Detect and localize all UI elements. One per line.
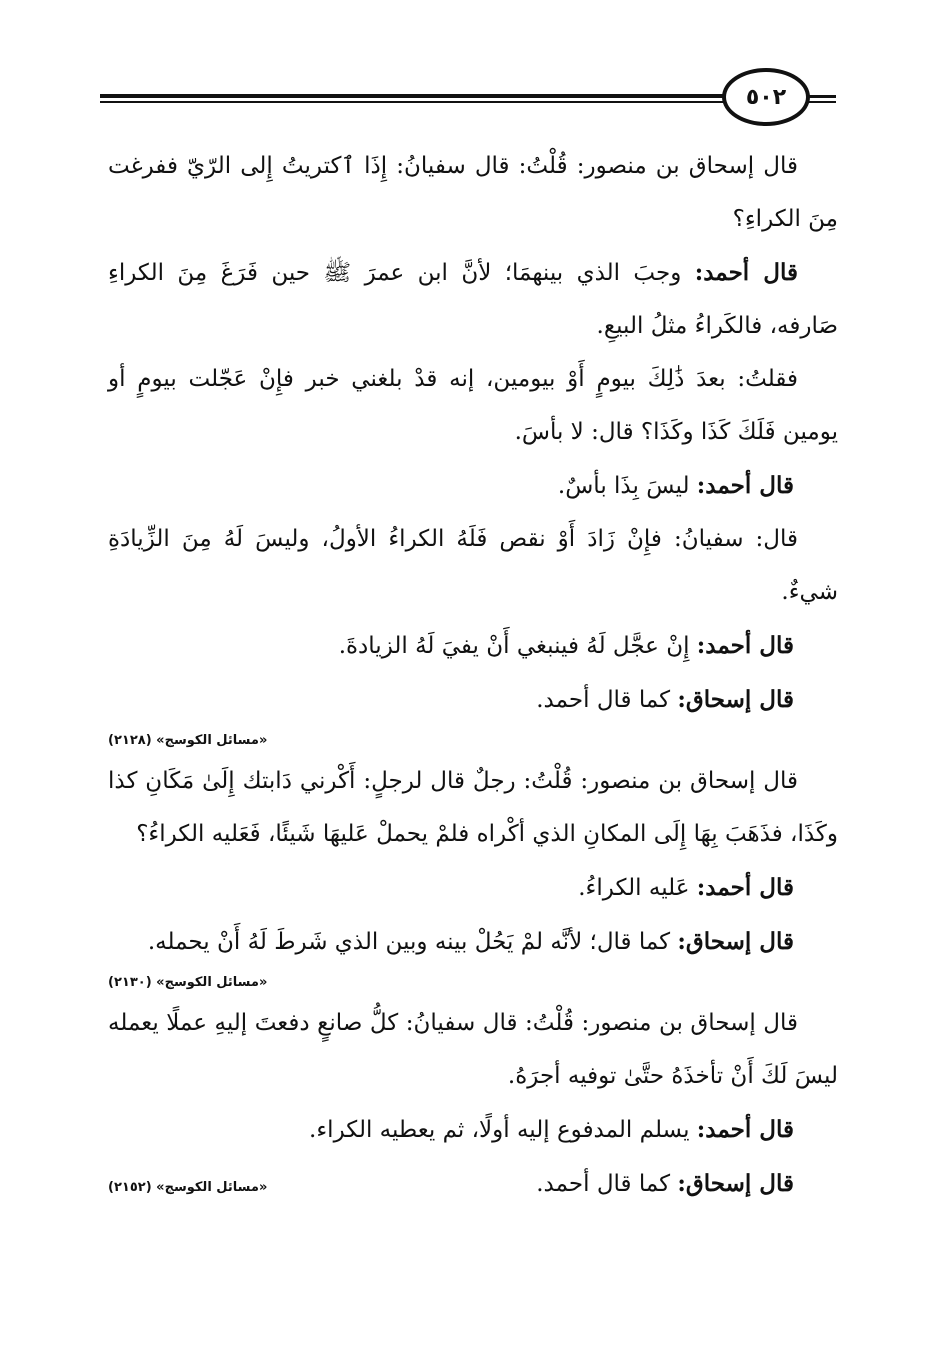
answer-paragraph xyxy=(108,673,838,727)
answer-text: كما قال أحمد. xyxy=(536,1171,678,1197)
answer-paragraph xyxy=(108,915,838,969)
header-rule-right xyxy=(808,95,836,98)
question-paragraph: قال إسحاق بن منصور: قُلْتُ: رجلٌ قال لرجلٍ: أَكْرني دَابتك إِلَىٰ مَكَانِ كذا وكَذَا، فذَهَبَ بِهَا إِلَى المكانِ الذي أكْراه فلمْ يحملْ عَليهَا شَيئًا، فَعَليه الكراءُ؟ xyxy=(108,768,838,847)
answer-text: قال: سفيانُ: فإِنْ زَادَ أَوْ نقص فَلَهُ الكراءُ الأولُ، وليسَ لَهُ مِنَ الزِّيادَةِ شيءٌ. xyxy=(108,526,838,605)
page-number-frame xyxy=(722,68,810,126)
answer-paragraph xyxy=(108,619,838,673)
answer-text: كما قال؛ لأنَّه لمْ يَحُلْ بينه وبين الذي شَرطَ لَهُ أَنْ يحمله. xyxy=(147,929,678,955)
answer-paragraph xyxy=(108,513,838,619)
answer-paragraph xyxy=(108,353,838,459)
speaker-label: قال إسحاق: xyxy=(677,686,794,713)
answer-paragraph xyxy=(108,246,838,353)
source-citation: «مسائل الكوسج» (٢١٣٠) xyxy=(108,975,268,990)
page-number: ٥٠٢ xyxy=(745,84,787,110)
source-citation: «مسائل الكوسج» (٢١٢٨) xyxy=(108,733,268,748)
answer-paragraph xyxy=(108,1103,838,1157)
speaker-label: قال أحمد: xyxy=(696,632,794,659)
header-rule-thin xyxy=(100,101,725,103)
answer-text: وجبَ الذي بينهمَا؛ لأنَّ ابن عمرَ ﷺ حين فَرَغَ مِنَ الكراءِ صَارفه، فالكَراءُ مثلُ البيعِ. xyxy=(108,260,838,339)
answer-text: عَليه الكراءُ. xyxy=(578,875,697,901)
answer-text: إِنْ عجَّل لَهُ فينبغي أَنْ يفيَ لَهُ الزيادةَ. xyxy=(338,633,697,659)
final-line xyxy=(108,1157,838,1214)
answer-text: كما قال أحمد. xyxy=(536,687,678,713)
answer-paragraph xyxy=(108,861,838,915)
speaker-label: قال أحمد: xyxy=(694,259,798,286)
speaker-label: قال أحمد: xyxy=(696,472,794,499)
answer-text: ليسَ بِذَا بأسٌ. xyxy=(557,473,697,499)
question-paragraph: قال إسحاق بن منصور: قُلْتُ: قال سفيانُ: إِذَا ٱكتريتُ إِلى الرّيّ ففرغت مِنَ الكراءِ؟ xyxy=(108,153,838,232)
speaker-label: قال إسحاق: xyxy=(677,928,794,955)
page-content xyxy=(108,140,838,1214)
source-citation: «مسائل الكوسج» (٢١٥٢) xyxy=(108,1180,268,1195)
speaker-label: قال أحمد: xyxy=(696,1116,794,1143)
header-rule-right-thin xyxy=(808,101,836,103)
answer-paragraph xyxy=(536,1157,838,1211)
question-paragraph: قال إسحاق بن منصور: قُلْتُ: قال سفيانُ: كلُّ صانعٍ دفعتَ إليهِ عملًا يعمله ليسَ لَكَ أَنْ تأخذَهُ حتَّىٰ توفيه أجرَهُ. xyxy=(108,1010,838,1089)
speaker-label: قال إسحاق: xyxy=(677,1170,794,1197)
answer-text: يسلم المدفوع إليه أولًا، ثم يعطيه الكراء. xyxy=(309,1117,697,1143)
page-header xyxy=(100,62,840,132)
speaker-label: قال أحمد: xyxy=(696,874,794,901)
answer-paragraph xyxy=(108,459,838,513)
header-rule xyxy=(100,94,725,98)
answer-text: فقلتُ: بعدَ ذَٰلِكَ بيومٍ أَوْ بيومين، إنه قدْ بلغني خبر فإِنْ عَجّلت بيومٍ أو يومين فَلَكَ كَذَا وكَذَا؟ قال: لا بأسَ. xyxy=(108,366,838,445)
